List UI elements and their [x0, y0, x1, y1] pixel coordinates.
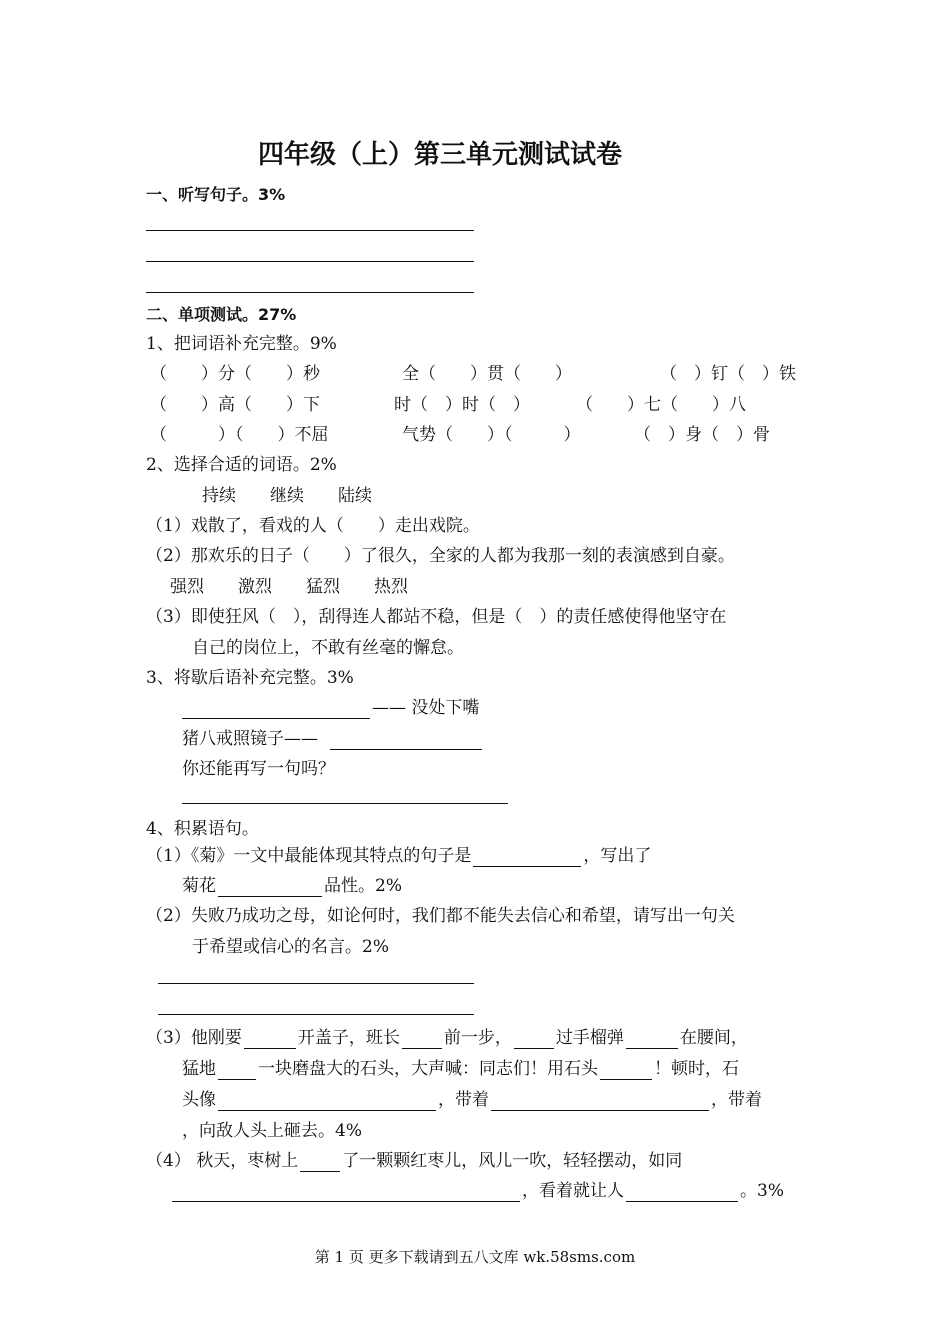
q4-p4-blank-2[interactable]: [172, 1183, 520, 1202]
q4-p3-blank-8[interactable]: [491, 1092, 709, 1111]
q3-line-2-head: 猪八戒照镜子——: [182, 729, 318, 749]
q1-row1-col3[interactable]: （ ）钉（ ）铁: [660, 364, 796, 384]
q4-p4-line-2: [172, 1180, 784, 1202]
q4-p3-line-2: [182, 1058, 739, 1080]
q2-label: 2、选择合适的词语。2%: [146, 455, 337, 475]
q4-p3-text-5: 在腰间，: [679, 1028, 748, 1048]
q4-p3-text-3: 前一步，: [443, 1028, 512, 1048]
q4-p3-text-8: ！顿时，石: [654, 1059, 739, 1079]
q2-sentence-1[interactable]: （1）戏散了，看戏的人（ ）走出戏院。: [146, 516, 480, 536]
q4-p3-text-6: 猛地: [182, 1059, 216, 1079]
q4-p2-line-2: 于希望或信心的名言。2%: [192, 937, 389, 957]
q4-p3-text-7: 一块磨盘大的石头，大声喊：同志们！用石头: [258, 1059, 598, 1079]
q4-p4-blank-3[interactable]: [626, 1183, 738, 1202]
q3-blank-1[interactable]: [182, 700, 370, 719]
answer-line-2[interactable]: [146, 261, 474, 262]
q1-row2-col3[interactable]: （ ）七（ ）八: [576, 395, 746, 415]
q1-row1-col1[interactable]: （ ）分（ ）秒: [150, 364, 320, 384]
q3-line-3: 你还能再写一句吗？: [182, 759, 335, 779]
q1-label: 1、把词语补充完整。9%: [146, 334, 337, 354]
q4-p1-text-c: 菊花: [182, 876, 216, 896]
q4-p3-blank-2[interactable]: [402, 1030, 442, 1049]
q1-row3-col3[interactable]: （ ）身（ ）骨: [634, 425, 770, 445]
q4-p2-line-1: （2）失败乃成功之母，如论何时，我们都不能失去信心和希望，请写出一句关: [146, 906, 735, 926]
q4-p3-text-1: （3）他刚要: [146, 1028, 242, 1048]
q4-p4-blank-1[interactable]: [300, 1153, 340, 1172]
q4-p3-text-2: 开盖子，班长: [297, 1028, 400, 1048]
page-title: 四年级（上）第三单元测试试卷: [257, 140, 622, 170]
answer-line-1[interactable]: [146, 230, 474, 231]
q4-p1-blank-1[interactable]: [473, 848, 581, 867]
q4-p4-line-1: [146, 1150, 682, 1172]
q2-sentence-2[interactable]: （2）那欢乐的日子（ ）了很久，全家的人都为我那一刻的表演感到自豪。: [146, 546, 735, 566]
q4-p1-blank-2[interactable]: [218, 878, 322, 897]
q4-p3-line-1: [146, 1027, 748, 1049]
q2-sentence-3a[interactable]: （3）即使狂风（ ），刮得连人都站不稳，但是（ ）的责任感使得他坚守在: [146, 607, 727, 627]
q4-p3-blank-7[interactable]: [218, 1092, 436, 1111]
q1-row3-col1[interactable]: （ ）（ ）不屈: [150, 425, 329, 445]
q4-p1-text-b: ，写出了: [583, 846, 652, 866]
q3-blank-2[interactable]: [330, 731, 482, 750]
section-1-heading: 一、听写句子。3%: [146, 185, 286, 204]
q4-p2-answer-line-1[interactable]: [158, 983, 474, 984]
q4-p3-text-9: 头像: [182, 1090, 216, 1110]
q1-row3-col2[interactable]: 气势（ ）（ ）: [402, 425, 581, 445]
q3-line-1: [182, 697, 479, 719]
q4-p3-blank-3[interactable]: [514, 1030, 554, 1049]
q4-p3-text-11: ，带着: [711, 1090, 762, 1110]
page-footer: 第 1 页 更多下载请到五八文库 wk.58sms.com: [314, 1248, 636, 1266]
q1-row2-col2[interactable]: 时（ ）时（ ）: [394, 395, 530, 415]
q4-p3-blank-5[interactable]: [218, 1061, 256, 1080]
q4-p1-text-a: （1）《菊》一文中最能体现其特点的句子是: [146, 846, 472, 866]
q4-p3-blank-6[interactable]: [600, 1061, 652, 1080]
q4-p4-text-2: 了一颗颗红枣儿，风儿一吹，轻轻摆动，如同: [342, 1151, 683, 1171]
q4-p1-text-d: 品性。2%: [324, 876, 402, 896]
q1-row1-col2[interactable]: 全（ ）贯（ ）: [402, 364, 572, 384]
q3-label: 3、将歇后语补充完整。3%: [146, 668, 354, 688]
q2-word-bank-a: 持续 继续 陆续: [202, 486, 372, 506]
q4-p3-text-10: ，带着: [438, 1090, 489, 1110]
q4-p3-line-3: [182, 1089, 762, 1111]
q2-word-bank-b: 强烈 激烈 猛烈 热烈: [170, 577, 408, 597]
q4-p3-text-4: 过手榴弹: [555, 1028, 624, 1048]
q3-answer-line[interactable]: [182, 803, 508, 804]
q4-p3-blank-4[interactable]: [626, 1030, 678, 1049]
q1-row2-col1[interactable]: （ ）高（ ）下: [150, 395, 320, 415]
q4-p3-line-4: ，向敌人头上砸去。4%: [182, 1121, 362, 1141]
q4-label: 4、积累语句。: [146, 819, 259, 839]
q4-p4-text-4: 。3%: [740, 1181, 784, 1201]
q4-p4-text-3: ，看着就让人: [522, 1181, 624, 1201]
q4-p2-answer-line-2[interactable]: [158, 1014, 474, 1015]
answer-line-3[interactable]: [146, 292, 474, 293]
q4-p3-blank-1[interactable]: [244, 1030, 296, 1049]
q3-line-2: [182, 728, 484, 750]
q3-line-1-tail: —— 没处下嘴: [372, 698, 480, 718]
section-2-heading: 二、单项测试。27%: [146, 305, 297, 324]
q4-p1-line-2: [182, 875, 402, 897]
q4-p4-text-1: （4） 秋天，枣树上: [146, 1151, 299, 1171]
q2-sentence-3b: 自己的岗位上，不敢有丝毫的懈怠。: [192, 638, 464, 658]
q4-p1-line-1: [146, 845, 651, 867]
